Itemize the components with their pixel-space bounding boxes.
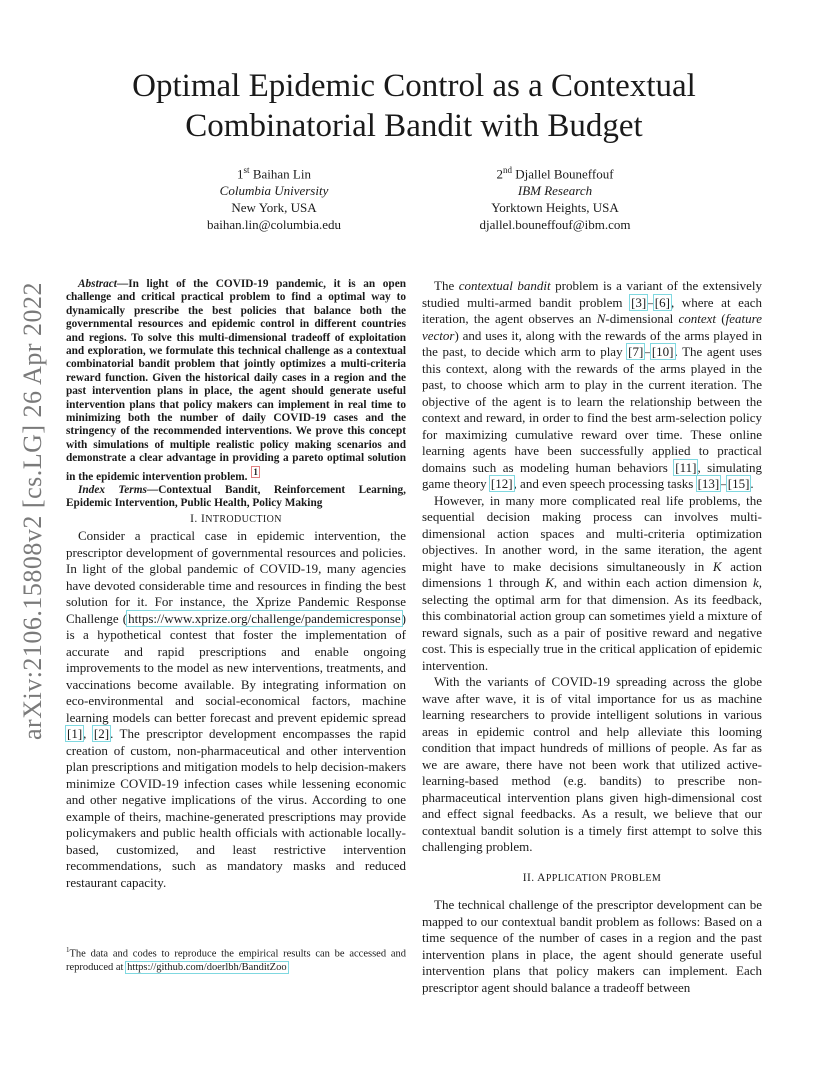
arxiv-identifier: arXiv:2106.15808v2 [cs.LG] 26 Apr 2022 (18, 281, 47, 740)
footnote-mark: 1 (66, 946, 70, 954)
title-line-1: Optimal Epidemic Control as a Contextual (132, 68, 696, 104)
author-2-name: Djallel Bouneffouf (515, 166, 614, 182)
xprize-link[interactable]: https://www.xprize.org/challenge/pandemicresponse (128, 610, 401, 626)
combinatorial-paragraph: However, in many more complicated real life problems, the sequential decision making process can involves multi-dimensional action spaces and multi-criteria optimization objectives. In another word, in the same iteration, the agent might have to make decisions simultaneously in K action dimensions 1 through K, and within each action dimension k, selecting the optimal arm for that dimension. As its feedback, this combinatorial action group can sometimes yield a mixture of reward signals, such as a pair of positive reward and negative cost. This is especially true in the critical application of epidemic intervention. (422, 492, 762, 673)
author-1-affiliation: Columbia University (219, 183, 329, 199)
title-line-2: Combinatorial Bandit with Budget (185, 108, 643, 144)
citation-7[interactable]: [7] (628, 344, 644, 359)
paper-title (90, 66, 738, 146)
application-paragraph: The technical challenge of the prescriptor development can be mapped to our contextual bandit problem as follows: Based on a time sequence of the number of cases in a region and the past intervention plans in place, the agent should generate useful intervention plans that policy makers can implement. Each prescriptor agent should balance a tradeoff between (422, 897, 762, 995)
right-column (422, 278, 762, 996)
author-2-ordinal-sup: nd (502, 165, 512, 175)
section-heading-application-problem: II. APPLICATION PROBLEM (522, 871, 662, 884)
author-1-location: New York, USA (231, 200, 317, 216)
abstract-text: —In light of the COVID-19 pandemic, it is an open challenge and critical practical problem to find a optimal way to dynamically prescribe the best policies that balance both the governmental resources and epidemic control in different countries and regions. To solve this multi-dimensional tradeoff of exploitation and exploration, we formulate this technical challenge as a contextual combinatorial bandit problem that jointly optimizes a multi-criteria reward function. Given the historical daily cases in a region and the past intervention plans in place, the agent should generate useful intervention plans that policy makers can implement in real time to minimizing both the number of daily COVID-19 cases and the stringency of the recommended interventions. We prove this concept with simulations of multiple realistic policy making scenarios and demonstrate a clear advantage in providing a pareto optimal solution in the epidemic intervention problem. (66, 278, 406, 483)
citation-11[interactable]: [11] (675, 459, 697, 475)
citation-13[interactable]: [13] (697, 476, 720, 491)
footnote (66, 944, 406, 974)
citation-12[interactable]: [12] (490, 476, 513, 491)
author-2-ordinal: 2 (496, 166, 503, 182)
author-block-1 (124, 162, 424, 233)
author-2-email: djallel.bouneffouf@ibm.com (479, 217, 631, 233)
index-terms-text: —Contextual Bandit, Reinforcement Learning, Epidemic Intervention, Public Health, Policy Making (66, 483, 406, 510)
author-1-ordinal-sup: st (243, 165, 250, 175)
author-block-2 (405, 162, 705, 233)
citation-3[interactable]: [3] (631, 294, 647, 310)
citation-1[interactable]: [1] (67, 726, 83, 742)
section-heading-introduction: I. INTRODUCTION (190, 512, 282, 525)
author-2-location: Yorktown Heights, USA (491, 200, 619, 216)
author-1-email: baihan.lin@columbia.edu (207, 217, 341, 233)
left-column (66, 278, 406, 891)
footnote-text: The data and codes to reproduce the empirical results can be accessed and reproduced at (66, 948, 406, 973)
bandit-paragraph: The contextual bandit problem is a variant of the extensively studied multi-armed bandit problem [3]–[6], where at each iteration, the agent observes an N-dimensional context (feature vector) and uses it, along with the rewards of the arms played in the past, to decide which arm to play [7]–[10]. The agent uses this context, along with the rewards of the arms played in the past, to choose which arm to play in the current iteration. The objective of the agent is to learn the relationship between the context and reward, in order to find the best arm-selection policy for maximizing cumulative reward over time. These online learning agents have been successfully applied to practical domains such as modeling human behaviors [11], simulating game theory [12], and even speech processing tasks [13]–[15]. (422, 278, 762, 491)
citation-15[interactable]: [15] (727, 476, 750, 491)
citation-6[interactable]: [6] (654, 294, 670, 310)
footnote-link[interactable]: 1 (253, 466, 258, 477)
motivation-paragraph: With the variants of COVID-19 spreading across the globe wave after wave, it is of vital importance for us as machine learning researchers to provide intelligent solutions in various areas in epidemic control and help alleviate this looming condition that impact hundreds of millions of people. As far as we are aware, there have not been work that utilized active-learning-based method (e.g. bandits) to prescribe non-pharmaceutical intervention plans given high-dimensional cost and effect signal feedbacks. As a result, we believe that our contextual bandit solution is a timely first attempt to solve this challenging problem. (422, 674, 762, 854)
author-1-ordinal: 1 (237, 166, 244, 182)
citation-10[interactable]: [10] (651, 344, 674, 359)
abstract-label: Abstract (78, 278, 117, 290)
author-1-name: Baihan Lin (252, 166, 311, 182)
intro-paragraph: Consider a practical case in epidemic intervention, the prescriptor development of governmental resources and policies. In light of the global pandemic of COVID-19, many agencies have devoted considerable time and resources in finding the best solution for it. For instance, the Xprize Pandemic Response Challenge (https://www.xprize.org/challenge/pandemicresponse) is a hypothetical contest that foster the implementation of accurate and rapid prescriptions and enable ongoing improvements to the model as new interventions, treatments, and vaccinations become available. By integrating information on eco-environmental and social-economical factors, machine learning models can better forecast and prevent epidemic spread [1], [2]. The prescriptor development encompasses the rapid creation of custom, non-pharmaceutical and other intervention plan prescriptions and mitigation models to help decision-makers minimize COVID-19 infection cases while lessening economic and other negative implications of the virus. According to one example of theirs, machine-generated prescriptions may provide policymakers and public health officials with actionable locally-based, customized, and least restrictive intervention recommendations, such as mandatory masks and reduced restaurant capacity. (66, 528, 406, 890)
index-terms-label: Index Terms (78, 483, 147, 496)
abstract (66, 278, 406, 511)
citation-2[interactable]: [2] (93, 726, 110, 742)
author-2-affiliation: IBM Research (517, 183, 593, 199)
github-link[interactable]: https://github.com/doerlbh/BanditZoo (127, 961, 287, 973)
